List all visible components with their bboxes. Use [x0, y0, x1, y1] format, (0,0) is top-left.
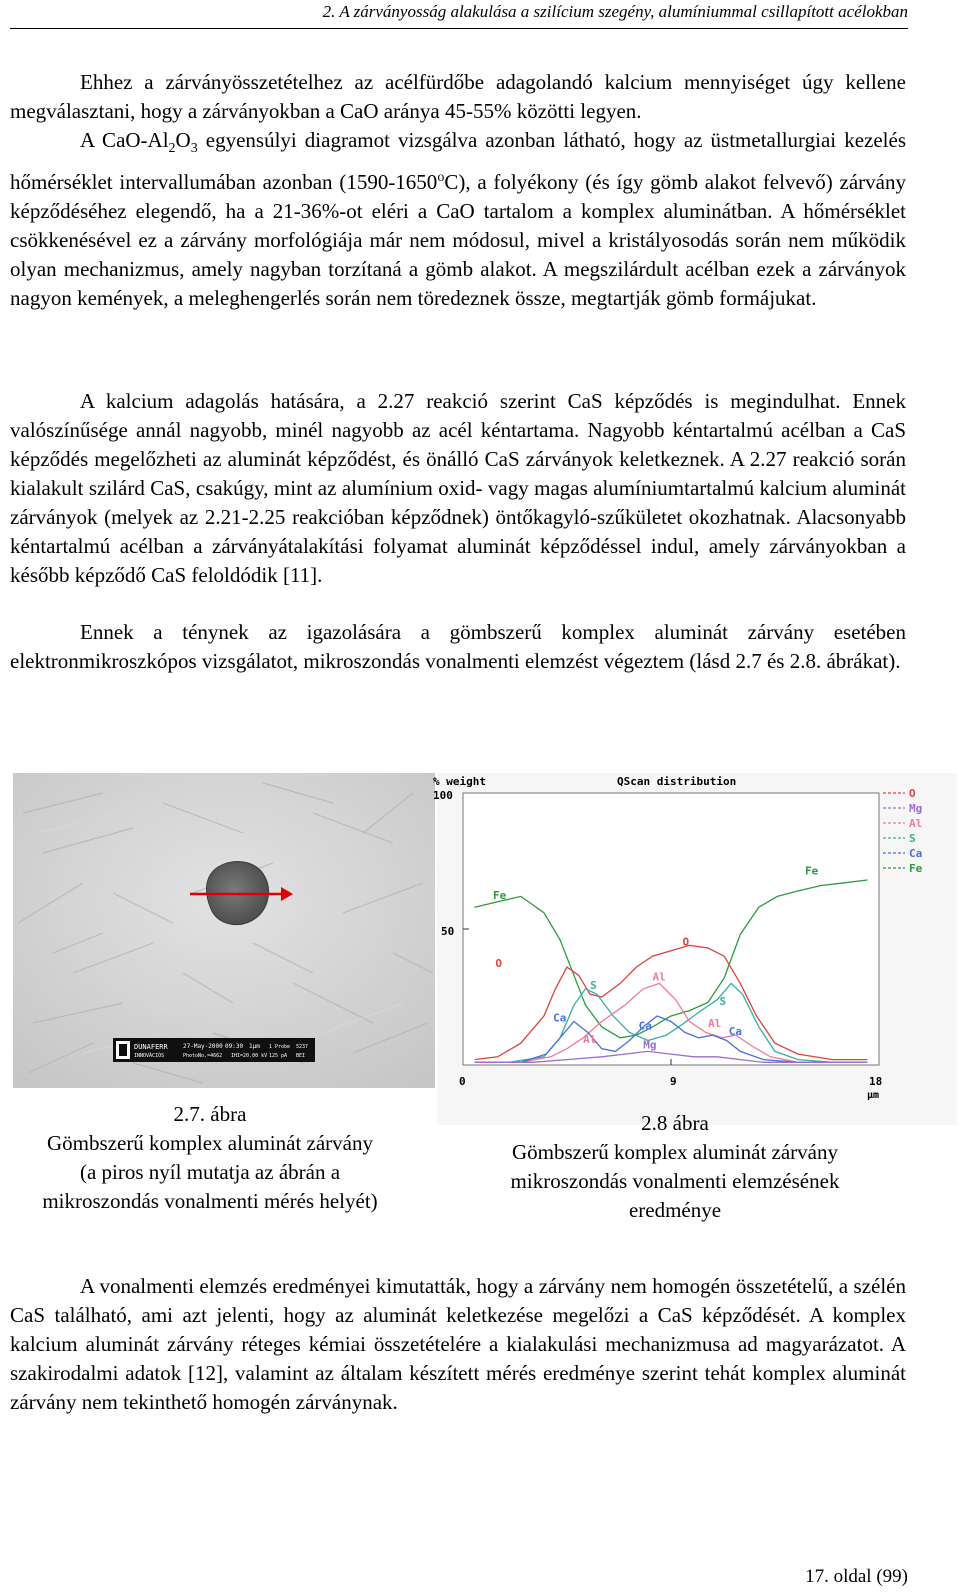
info-date: 27-May-2000 — [183, 1043, 223, 1050]
info-probe: 1 Probe — [269, 1044, 291, 1050]
legend-label-s: S — [909, 832, 916, 845]
chart-title: QScan distribution — [617, 775, 737, 788]
paragraph-3: A kalcium adagolás hatására, a 2.27 reakció szerint CaS képződés is megindulhat. Ennek valószínűsége annál nagyobb, minél nagyobb az acél kéntartama. Nagyobb kéntartalmú acélban a CaS képződés megelőzheti az aluminát képződést, és önálló CaS zárványok keletkeznek. A 2.27 reakció során kialakult szilárd CaS, csakúgy, mint az alumínium oxid- vagy magas alumíniumtartalmú kalcium aluminát zárványok (melyek az 2.21-2.25 reakcióban képződnek) öntőkagyló-szűkületet okozhatnak. Alacsonyabb kéntartalmú acélban a zárványátalakítási folyamat aluminát képződéssel indul, amely zárványokban a később képződő CaS feloldódik [11]. — [10, 389, 906, 587]
plot-frame — [463, 793, 879, 1065]
caption-2-line-3: eredménye — [628, 1198, 722, 1222]
p2-text-pre: A CaO-Al — [80, 128, 169, 152]
paragraph-5: A vonalmenti elemzés eredményei kimutatták, hogy a zárvány nem homogén összetételű, a szélén CaS található, ami azt jelenti, hogy az aluminát keletkezése megelőzi a CaS képződését. A komplex kalcium aluminát zárvány réteges kémiai összetételére a kialakulási mechanizmusa ad magyarázatot. A szakirodalmi adatok [12], valamint az általam készített mérés eredménye szerint tehát komplex aluminát zárvány nem tekinthető homogén zárványnak. — [10, 1274, 906, 1414]
info-extra: 5237 — [296, 1044, 309, 1050]
caption-2-line-1: Gömbszerű komplex aluminát zárvány — [512, 1140, 838, 1164]
sem-image — [13, 773, 435, 1088]
info-mag: PhotoNo.=4662 — [183, 1053, 223, 1059]
p2-sup: o — [437, 170, 445, 186]
page-number: 17. oldal (99) — [805, 1566, 908, 1587]
series-label-mg: Mg — [643, 1038, 657, 1052]
p2-sub-1: 2 — [168, 141, 176, 157]
legend-label-o: O — [909, 787, 916, 800]
chart-ylabel: % weight — [433, 775, 486, 788]
info-probe-val: 125 pA — [269, 1053, 288, 1059]
series-extra-label: O — [682, 935, 690, 949]
caption-1-line-1: Gömbszerű komplex aluminát zárvány — [47, 1131, 373, 1155]
series-extra-label: Fe — [805, 864, 819, 878]
series-label-s: S — [590, 978, 597, 992]
caption-1-line-3: mikroszondás vonalmenti mérés helyét) — [42, 1189, 378, 1213]
caption-2-line-2: mikroszondás vonalmenti elemzésének — [510, 1169, 840, 1193]
series-extra-label: Al — [583, 1033, 597, 1047]
qscan-chart — [433, 773, 957, 1125]
p2-text-mid2: egyensúlyi diagramot vizsgálva azonban látható, hogy az üstmetallurgiai kezelés hőmérséklet intervallumában azonban (1590-1650 — [10, 128, 906, 195]
series-label-al: Al — [652, 970, 666, 984]
paragraph-4: Ennek a ténynek az igazolására a gömbszerű komplex aluminát zárvány esetében elektronmikroszkópos vizsgálatot, mikroszondás vonalmenti elemzést végeztem (lásd 2.7 és 2.8. ábrákat). — [10, 620, 906, 673]
series-extra-label: Al — [707, 1016, 722, 1030]
paragraph-2 — [10, 126, 906, 313]
legend-label-mg: Mg — [909, 802, 923, 815]
info-code: BEI — [296, 1053, 306, 1059]
legend-label-ca: Ca — [909, 847, 923, 860]
legend-label-fe: Fe — [909, 862, 923, 875]
info-sub: INNOVÁCIÓS — [134, 1053, 165, 1059]
info-brand: DUNAFERR — [134, 1043, 168, 1051]
p2-text-mid1: O — [175, 128, 191, 152]
figure-2-7-caption-body — [0, 1129, 420, 1216]
series-label-ca: Ca — [553, 1011, 567, 1025]
caption-2-title: 2.8 ábra — [641, 1111, 709, 1135]
caption-1-title: 2.7. ábra — [173, 1102, 247, 1126]
header-rule — [10, 28, 908, 29]
info-wd: IHI=20.00 kV — [231, 1053, 268, 1059]
series-extra-label: S — [719, 995, 727, 1009]
info-time: 09:30 — [225, 1043, 244, 1050]
qscan-chart-container — [433, 773, 957, 1125]
series-extra-label: Ca — [638, 1019, 652, 1033]
ytick-50: 50 — [441, 925, 455, 938]
sem-micrograph — [13, 773, 435, 1088]
ytick-100: 100 — [433, 789, 453, 802]
series-label-o: O — [495, 957, 502, 971]
chart-xlabel: μm — [867, 1090, 880, 1101]
series-label-fe: Fe — [493, 889, 507, 903]
legend-label-al: Al — [909, 817, 923, 830]
figure-2-8-caption — [465, 1109, 885, 1225]
running-header: 2. A zárványosság alakulása a szilícium szegény, alumíniummal csillapított acélokban — [322, 2, 908, 21]
p2-text-post: C), a folyékony (és így gömb alakot felvevő) zárvány képződéséhez elegendő, ha a 21-36%-ot eléri a CaO tartalom a komplex aluminátban. A hőmérséklet csökkenésével ez a zárvány morfológiája már nem módosul, mivel a kristályosodás során nem működik olyan mechanizmus, amely nagyban torzítaná a gömb alakot. A megszilárdult acélban ezek a zárványok nagyon kemények, a meleghengerlés során nem töredeznek össze, megtartják gömb formájukat. — [10, 170, 906, 311]
paragraph-1: Ehhez a zárványösszetételhez az acélfürdőbe adagolandó kalcium mennyiséget úgy kellene megválasztani, hogy a zárványokban a CaO aránya 45-55% közötti legyen. — [10, 70, 906, 123]
xtick-18: 18 — [869, 1075, 883, 1088]
xtick-9: 9 — [670, 1075, 677, 1088]
caption-1-line-2: (a piros nyíl mutatja az ábrán a — [79, 1160, 341, 1184]
xtick-0: 0 — [459, 1075, 466, 1088]
figure-2-7-caption — [60, 1100, 360, 1129]
series-extra-label: Ca — [728, 1025, 743, 1039]
info-scale: 1μm — [249, 1043, 260, 1050]
p2-sub-2: 3 — [190, 141, 198, 157]
